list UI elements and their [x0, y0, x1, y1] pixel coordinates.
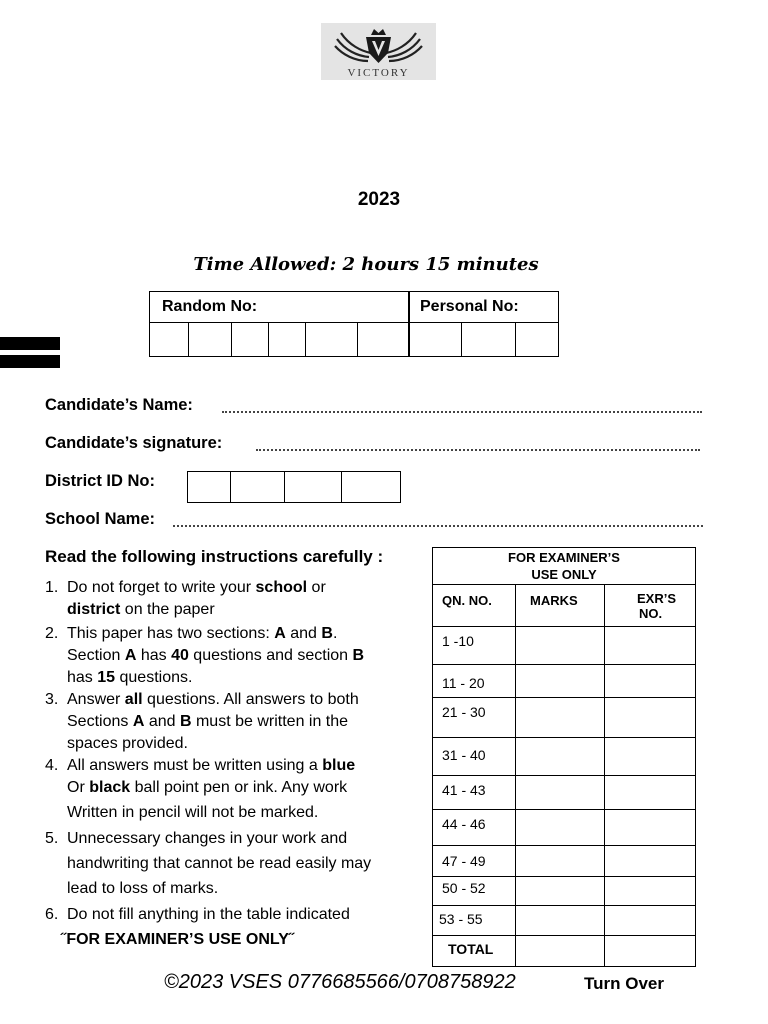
column-header-qn: QN. NO.	[433, 585, 516, 626]
marks-cell[interactable]	[516, 698, 605, 737]
footer-copyright: ©2023 VSES 0776685566/0708758922	[164, 971, 516, 993]
instruction-number: 6.	[45, 906, 59, 923]
table-row: 44 - 46	[433, 810, 695, 846]
personal-number-cell[interactable]	[410, 322, 462, 356]
instruction-item: 1. Do not forget to write your school or district on the paper	[45, 579, 326, 618]
marks-cell[interactable]	[516, 810, 605, 845]
district-id-cell[interactable]	[285, 472, 342, 502]
exr-cell[interactable]	[605, 738, 695, 775]
district-id-cell[interactable]	[188, 472, 231, 502]
random-number-cell[interactable]	[189, 322, 232, 356]
victory-logo	[321, 23, 436, 80]
time-allowed: Time Allowed: 2 hours 15 minutes	[193, 254, 539, 275]
exr-cell[interactable]	[605, 776, 695, 809]
marks-cell[interactable]	[516, 665, 605, 697]
exr-cell[interactable]	[605, 936, 695, 966]
exr-cell[interactable]	[605, 665, 695, 697]
instruction-item: 2. This paper has two sections: A and B. Section A has 40 questions and section B has 15 questions.	[45, 625, 365, 686]
instruction-item: 5. Unnecessary changes in your work and handwriting that cannot be read easily may lead to loss of marks.	[45, 826, 415, 901]
personal-number-cell[interactable]	[462, 322, 517, 356]
school-name-line[interactable]	[173, 525, 703, 527]
random-number-box	[149, 291, 410, 357]
random-number-cell[interactable]	[150, 322, 189, 356]
exam-year: 2023	[357, 189, 401, 210]
exr-cell[interactable]	[605, 846, 695, 876]
table-row: 50 - 52	[433, 877, 695, 906]
marks-cell[interactable]	[516, 877, 605, 905]
marks-cell[interactable]	[516, 627, 605, 664]
table-row: 41 - 43	[433, 776, 695, 810]
column-header-exr: EXR’S NO.	[637, 591, 677, 621]
examiner-table-header-row	[433, 585, 695, 627]
instruction-number: 5.	[45, 830, 59, 847]
random-number-label: Random No:	[150, 292, 409, 323]
table-row: 1 -10	[433, 627, 695, 665]
instruction-item: 6. Do not fill anything in the table indicated ˝FOR EXAMINER’S USE ONLY˝	[45, 902, 415, 952]
random-number-cell[interactable]	[306, 322, 358, 356]
instruction-number: 3.	[45, 691, 59, 708]
table-row: 21 - 30	[433, 698, 695, 738]
exr-cell[interactable]	[605, 810, 695, 845]
marks-cell[interactable]	[516, 846, 605, 876]
table-row: 53 - 55	[433, 906, 695, 936]
table-row-total: TOTAL	[433, 936, 695, 966]
instruction-item: 4. All answers must be written using a blue Or black ball point pen or ink. Any work Written in pencil will not be marked.	[45, 757, 356, 821]
exr-cell[interactable]	[605, 877, 695, 905]
instructions-heading: Read the following instructions carefully :	[45, 547, 384, 566]
exr-cell[interactable]	[605, 627, 695, 664]
exr-cell[interactable]	[605, 698, 695, 737]
personal-number-cell[interactable]	[516, 322, 558, 356]
instruction-number: 1.	[45, 579, 59, 596]
instruction-number: 2.	[45, 625, 59, 642]
examiner-table	[432, 547, 696, 967]
margin-bar	[0, 355, 60, 368]
candidate-signature-line[interactable]	[256, 449, 700, 451]
district-id-boxes	[187, 471, 401, 503]
marks-cell[interactable]	[516, 776, 605, 809]
exr-cell[interactable]	[605, 906, 695, 935]
personal-number-label: Personal No:	[410, 292, 558, 323]
examiner-table-title: FOR EXAMINER’S USE ONLY	[433, 548, 695, 585]
district-id-cell[interactable]	[342, 472, 400, 502]
logo-text: VICTORY	[347, 67, 410, 79]
marks-cell[interactable]	[516, 738, 605, 775]
instruction-number: 4.	[45, 757, 59, 774]
marks-cell[interactable]	[516, 906, 605, 935]
personal-number-box	[408, 291, 559, 357]
table-row: 31 - 40	[433, 738, 695, 776]
turn-over-label: Turn Over	[584, 974, 664, 993]
margin-bar	[0, 337, 60, 350]
random-number-cell[interactable]	[232, 322, 269, 356]
marks-cell[interactable]	[516, 936, 605, 966]
candidate-name-line[interactable]	[222, 411, 702, 413]
table-row: 11 - 20	[433, 665, 695, 698]
instruction-item: 3. Answer all questions. All answers to both Sections A and B must be written in the spaces provided.	[45, 691, 359, 752]
random-number-cell[interactable]	[269, 322, 306, 356]
candidate-signature-label: Candidate’s signature:	[45, 434, 223, 452]
candidate-name-label: Candidate’s Name:	[45, 396, 193, 414]
table-row: 47 - 49	[433, 846, 695, 877]
school-name-label: School Name:	[45, 510, 156, 528]
district-id-cell[interactable]	[231, 472, 285, 502]
random-number-cell[interactable]	[358, 322, 409, 356]
winged-v-crest-icon	[321, 23, 436, 68]
column-header-marks: MARKS	[516, 585, 605, 626]
district-id-label: District ID No:	[45, 472, 156, 490]
